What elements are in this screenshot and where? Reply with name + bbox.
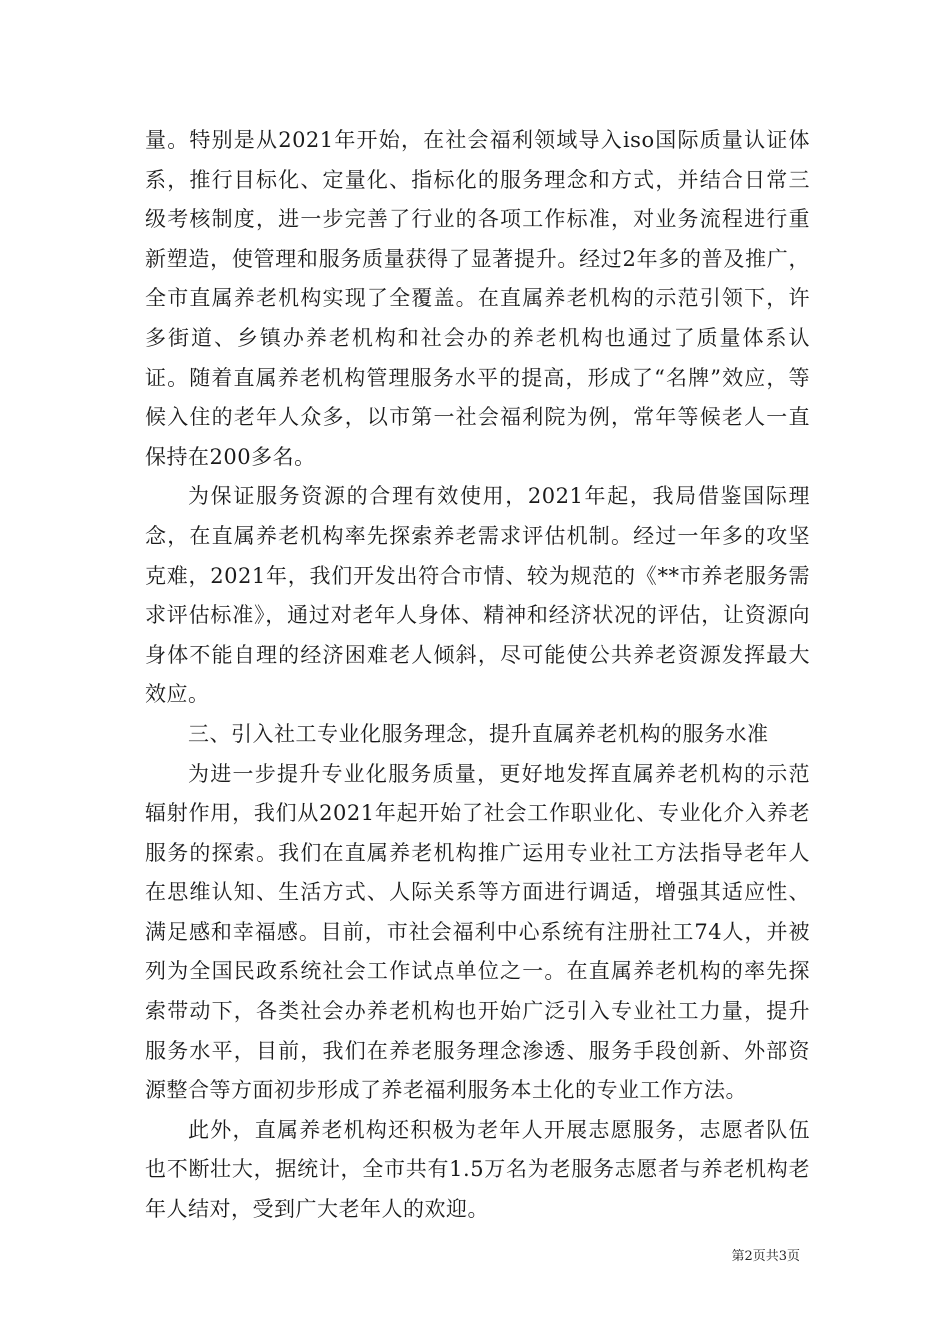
paragraph-needs-assessment: 为保证服务资源的合理有效使用，2021年起，我局借鉴国际理念，在直属养老机构率先探索养老需求评估机制。经过一年多的攻坚克难，2021年，我们开发出符合市情、较为规范的《**市养老服务需求评估标准》，通过对老年人身体、精神和经济状况的评估，让资源向身体不能自理的经济困难老人倾斜，尽可能使公共养老资源发挥最大效应。 xyxy=(145,484,810,707)
paragraph-social-work: 为进一步提升专业化服务质量，更好地发挥直属养老机构的示范辐射作用，我们从2021年起开始了社会工作职业化、专业化介入养老服务的探索。我们在直属养老机构推广运用专业社工方法指导老年人在思维认知、生活方式、人际关系等方面进行调适，增强其适应性、满足感和幸福感。目前，市社会福利中心系统有注册社工74人，并被列为全国民政系统社会工作试点单位之一。在直属养老机构的率先探索带动下，各类社会办养老机构也开始广泛引入专业社工力量，提升服务水平，目前，我们在养老服务理念渗透、服务手段创新、外部资源整合等方面初步形成了养老福利服务本土化的专业工作方法。 xyxy=(145,761,810,1103)
section-heading-social-work: 三、引入社工专业化服务理念，提升直属养老机构的服务水准 xyxy=(188,721,769,746)
paragraph-quality-certification: 量。特别是从2021年开始，在社会福利领域导入iso国际质量认证体系，推行目标化、定量化、指标化的服务理念和方式，并结合日常三级考核制度，进一步完善了行业的各项工作标准，对业务流程进行重新塑造，使管理和服务质量获得了显著提升。经过2年多的普及推广，全市直属养老机构实现了全覆盖。在直属养老机构的示范引领下，许多街道、乡镇办养老机构和社会办的养老机构也通过了质量体系认证。随着直属养老机构管理服务水平的提高，形成了“名牌”效应，等候入住的老年人众多，以市第一社会福利院为例，常年等候老人一直保持在200多名。 xyxy=(145,128,810,469)
page-number: 第2页共3页 xyxy=(731,1249,800,1264)
paragraph-volunteers: 此外，直属养老机构还积极为老年人开展志愿服务，志愿者队伍也不断壮大，据统计，全市共有1.5万名为老服务志愿者与养老机构老年人结对，受到广大老年人的欢迎。 xyxy=(145,1117,810,1222)
document-body xyxy=(145,121,810,1230)
